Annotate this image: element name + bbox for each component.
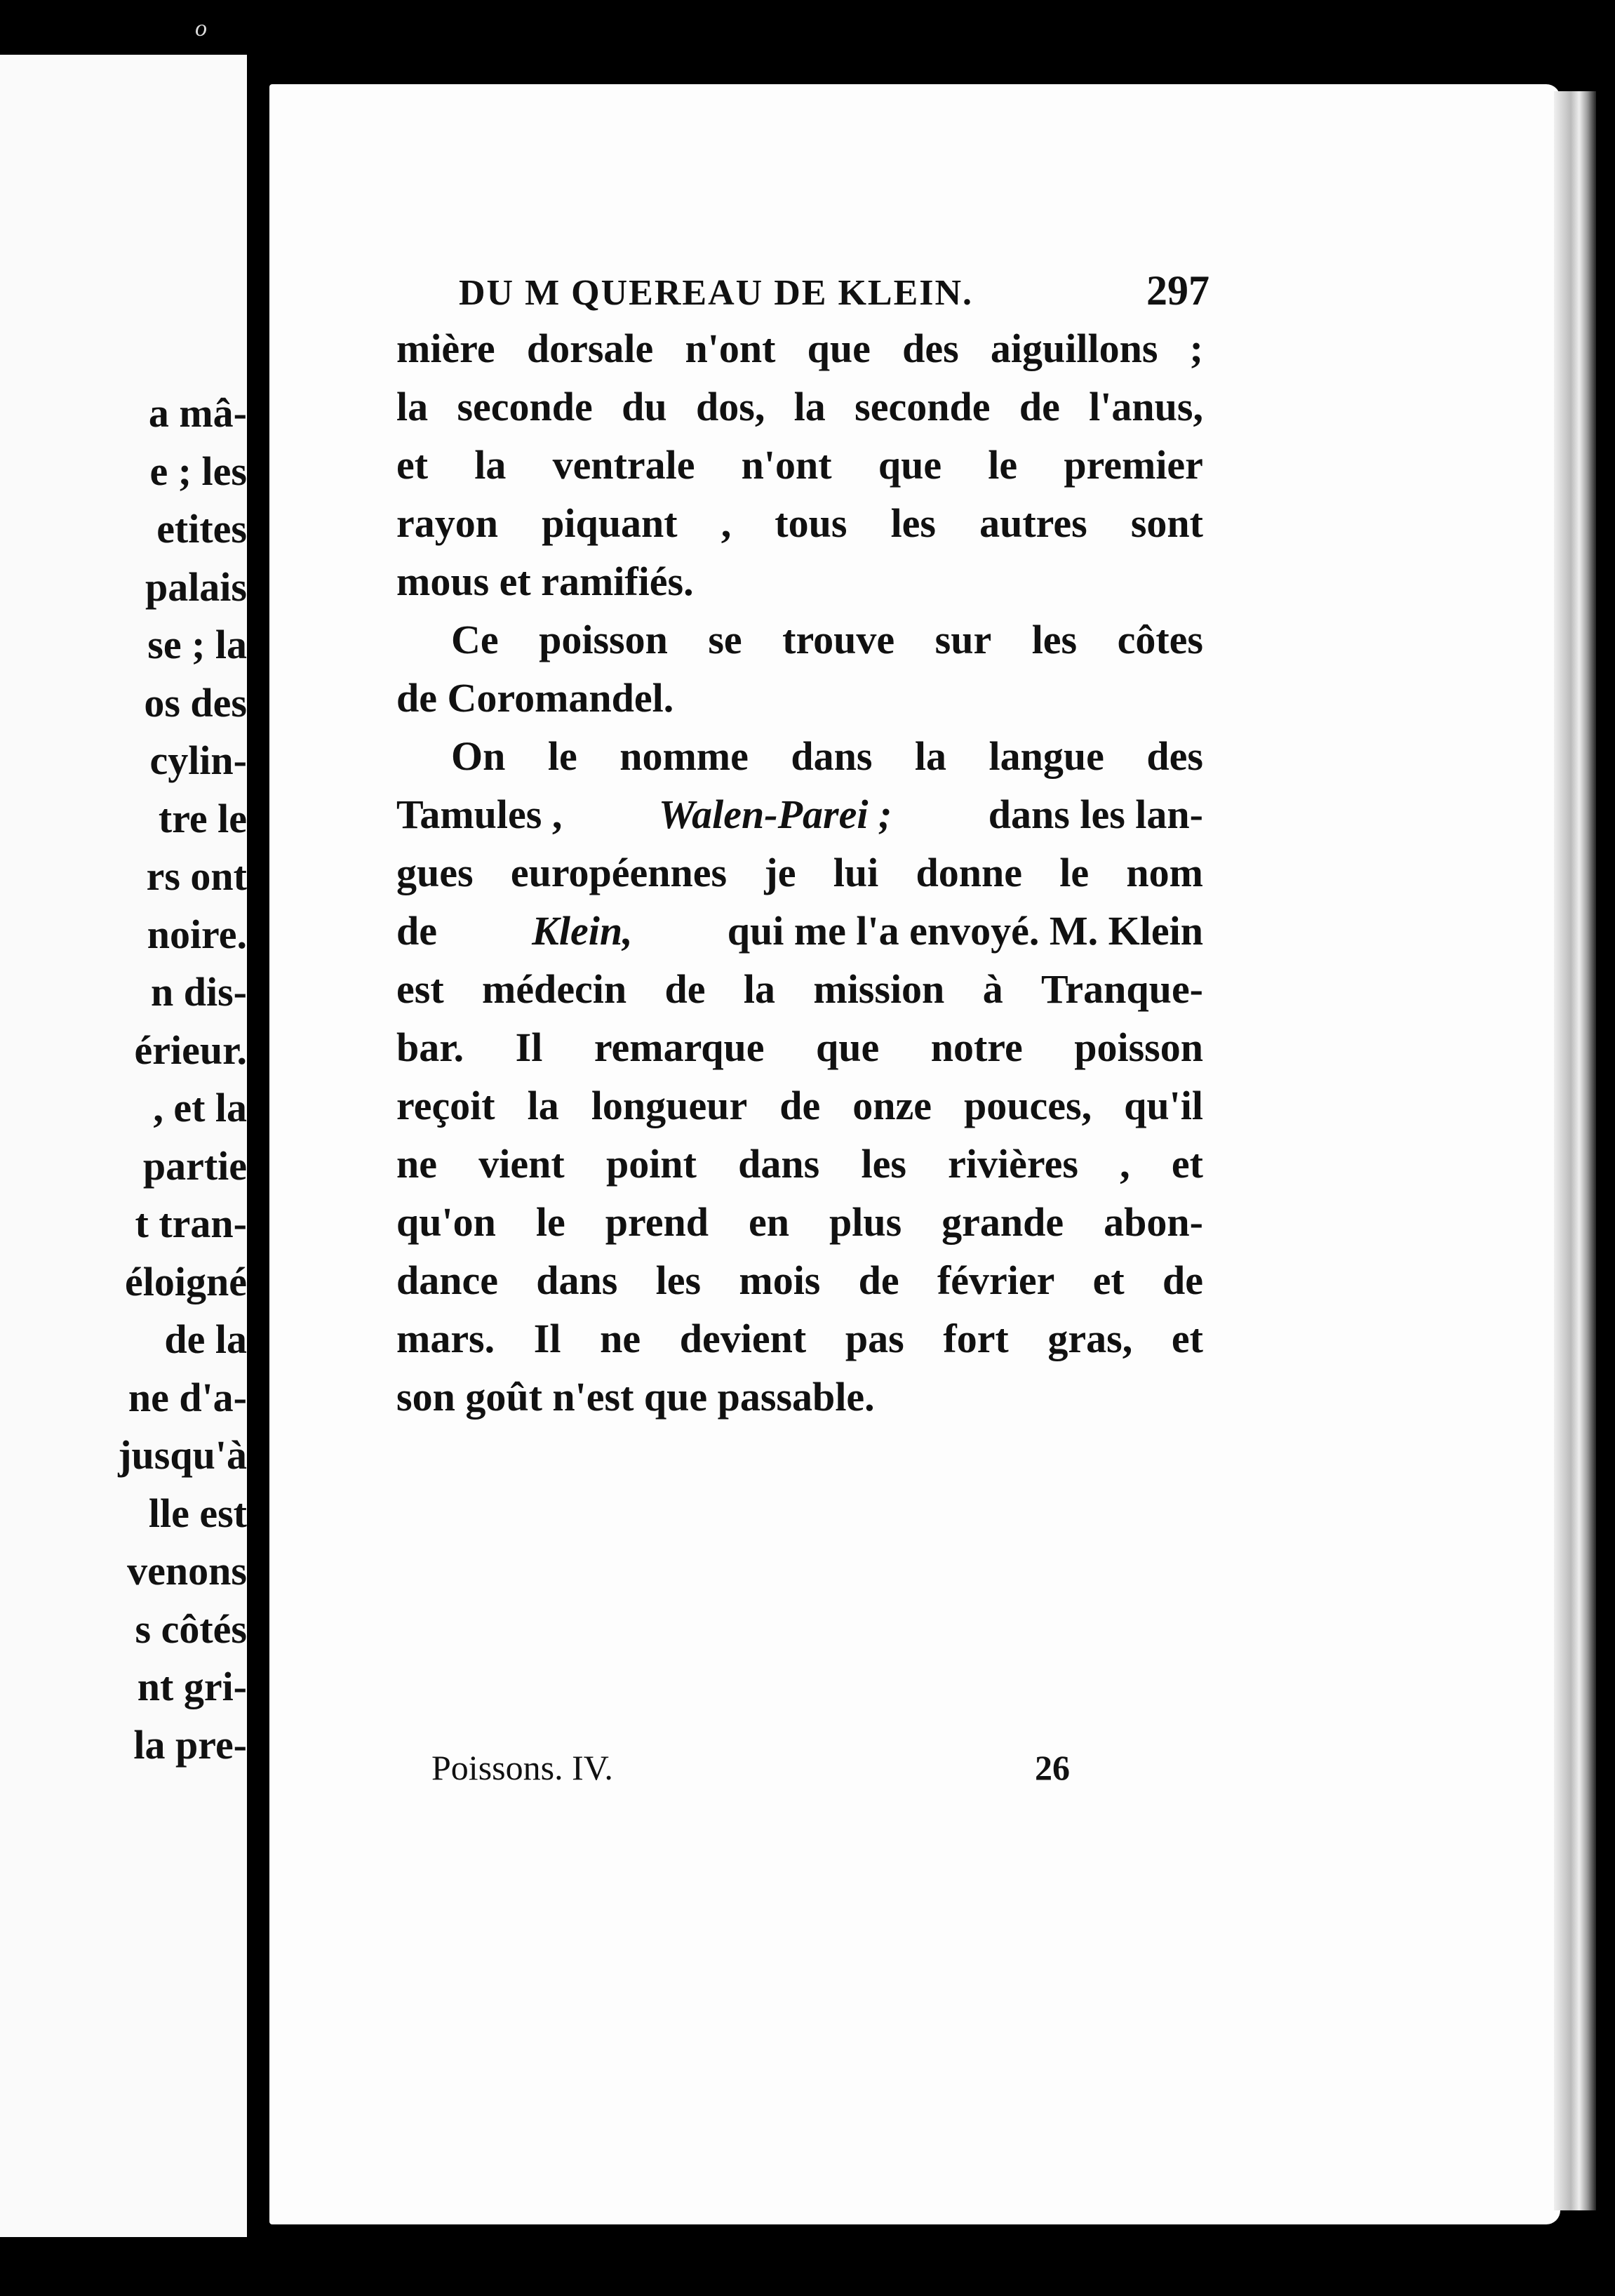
word: de	[858, 1257, 899, 1303]
left-text-line: la pre-	[133, 1721, 247, 1768]
page-edge	[1554, 91, 1596, 2210]
word: tous	[775, 500, 847, 546]
word: que	[807, 326, 871, 371]
word: pouces,	[964, 1083, 1092, 1128]
text-fragment: Tamules ,	[396, 792, 563, 837]
word: longueur	[591, 1083, 748, 1128]
left-text-line: s côtés	[135, 1606, 247, 1652]
word: les	[655, 1257, 702, 1303]
left-text-line: lle est	[148, 1490, 247, 1536]
word: mars.	[396, 1316, 495, 1361]
left-text-line: érieur.	[134, 1027, 247, 1073]
text-line	[396, 1193, 1203, 1251]
text-line	[396, 1076, 1203, 1135]
word: prend	[605, 1199, 709, 1245]
word: la	[914, 733, 947, 779]
running-head-title: DU M QUEREAU DE KLEIN.	[459, 273, 974, 313]
page-number: 297	[1146, 267, 1209, 314]
word: piquant	[542, 500, 678, 546]
left-text-line: e ; les	[149, 448, 247, 494]
word: mière	[396, 326, 495, 371]
signature-title: Poissons. IV.	[431, 1748, 613, 1787]
word: des	[902, 326, 959, 371]
left-text-line: venons	[127, 1548, 247, 1594]
text-line	[396, 1309, 1203, 1368]
word: je	[764, 850, 796, 895]
word: les	[890, 500, 936, 546]
word: pas	[845, 1316, 904, 1361]
word: l'anus,	[1089, 384, 1203, 429]
word: ,	[1120, 1141, 1130, 1187]
word: et	[396, 442, 429, 488]
word: poisson	[539, 617, 668, 662]
text-line	[396, 960, 1203, 1018]
text-fragment: qui me l'a envoyé. M. Klein	[727, 908, 1203, 954]
word: onze	[852, 1083, 932, 1128]
word: les	[1031, 617, 1078, 662]
word: la	[396, 384, 429, 429]
word: dance	[396, 1257, 498, 1303]
word: n'ont	[741, 442, 832, 488]
text-line	[396, 436, 1203, 494]
left-text-line: n dis-	[150, 969, 247, 1015]
word: dans	[738, 1141, 820, 1187]
word: langue	[989, 733, 1104, 779]
word: dorsale	[526, 326, 654, 371]
word: premier	[1064, 442, 1203, 488]
word: de	[1162, 1257, 1203, 1303]
text-fragment: de	[396, 908, 437, 954]
left-text-line: tre le	[158, 795, 247, 841]
word: bar.	[396, 1024, 464, 1070]
left-text-line: nt gri-	[137, 1664, 247, 1709]
word: grande	[941, 1199, 1064, 1245]
text-line-with-italic	[396, 902, 1203, 960]
running-header	[459, 267, 1209, 315]
word: la	[527, 1083, 559, 1128]
text-line	[396, 494, 1203, 552]
word: du	[622, 384, 667, 429]
text-line	[396, 610, 1203, 669]
word: seconde	[855, 384, 991, 429]
word: point	[605, 1141, 697, 1187]
word: notre	[930, 1024, 1023, 1070]
word: est	[396, 966, 444, 1012]
text-line: de Coromandel.	[396, 675, 674, 721]
left-text-line: etites	[156, 506, 247, 552]
word: mission	[813, 966, 945, 1012]
word: gues	[396, 850, 474, 895]
word: devient	[679, 1316, 807, 1361]
left-text-line: noire.	[147, 911, 247, 957]
word: de	[1019, 384, 1060, 429]
text-line-with-italic	[396, 785, 1203, 843]
left-text-line: se ; la	[147, 622, 247, 667]
word: Il	[533, 1316, 561, 1361]
italic-name: Walen-Parei ;	[658, 792, 892, 837]
word: ne	[396, 1141, 437, 1187]
left-text-line: jusqu'à	[118, 1432, 247, 1478]
word: lui	[833, 850, 879, 895]
word: européennes	[510, 850, 728, 895]
word: n'ont	[685, 326, 776, 371]
word: sont	[1130, 500, 1203, 546]
left-text-line: partie	[142, 1142, 247, 1189]
word: dans	[791, 733, 873, 779]
word: remarque	[594, 1024, 765, 1070]
left-text-line: , et la	[153, 1085, 247, 1130]
left-text-line: ne d'a-	[128, 1374, 247, 1420]
text-line	[396, 1135, 1203, 1193]
word: plus	[829, 1199, 902, 1245]
text-line: son goût n'est que passable.	[396, 1374, 875, 1420]
word: le	[535, 1199, 565, 1245]
word: vient	[478, 1141, 565, 1187]
word: médecin	[482, 966, 627, 1012]
word: sur	[934, 617, 992, 662]
word: la	[474, 442, 507, 488]
text-line: mous et ramifiés.	[396, 559, 694, 604]
text-line	[396, 1251, 1203, 1309]
word: la	[793, 384, 826, 429]
text-line	[396, 1018, 1203, 1076]
gutter-mark: o	[195, 15, 207, 41]
word: rivières	[948, 1141, 1078, 1187]
word: Tranque-	[1041, 966, 1203, 1012]
left-text-line: rs ont	[146, 853, 247, 899]
left-text-line: éloigné	[125, 1258, 247, 1304]
left-page-text	[118, 385, 247, 1774]
left-page-fragment	[0, 55, 247, 2237]
word: ventrale	[552, 442, 695, 488]
word: dos,	[696, 384, 765, 429]
word: autres	[979, 500, 1087, 546]
word: qu'on	[396, 1199, 496, 1245]
text-line	[396, 843, 1203, 902]
word: ;	[1189, 326, 1203, 371]
left-text-line: t tran-	[135, 1201, 247, 1246]
word: nomme	[619, 733, 749, 779]
word: donne	[916, 850, 1022, 895]
word: poisson	[1074, 1024, 1203, 1070]
word: dans	[536, 1257, 618, 1303]
word: se	[708, 617, 742, 662]
text-line	[396, 378, 1203, 436]
text-line	[396, 319, 1203, 378]
word: abon-	[1104, 1199, 1203, 1245]
word: le	[547, 733, 577, 779]
left-text-line: a mâ-	[148, 390, 247, 436]
left-text-line: palais	[145, 563, 247, 610]
word: des	[1146, 733, 1203, 779]
word: en	[748, 1199, 789, 1245]
text-fragment: dans les lan-	[988, 792, 1203, 837]
word: Ce	[451, 617, 499, 662]
word: de	[664, 966, 706, 1012]
page-footer	[431, 1747, 1070, 1788]
word: On	[451, 733, 506, 779]
word: fort	[943, 1316, 1009, 1361]
word: ,	[721, 500, 732, 546]
word: reçoit	[396, 1083, 495, 1128]
word: qu'il	[1124, 1083, 1203, 1128]
word: Il	[515, 1024, 543, 1070]
word: et	[1171, 1316, 1203, 1361]
word: rayon	[396, 500, 498, 546]
left-text-line: os des	[144, 679, 247, 726]
word: le	[988, 442, 1018, 488]
word: que	[878, 442, 942, 488]
word: que	[816, 1024, 880, 1070]
left-text-line: de la	[164, 1316, 247, 1362]
word: gras,	[1047, 1316, 1133, 1361]
word: la	[743, 966, 776, 1012]
word: février	[937, 1257, 1055, 1303]
word: à	[982, 966, 1003, 1012]
word: trouve	[782, 617, 895, 662]
word: seconde	[457, 384, 593, 429]
word: côtes	[1117, 617, 1203, 662]
word: nom	[1126, 850, 1203, 895]
word: aiguillons	[990, 326, 1158, 371]
italic-name: Klein,	[532, 908, 633, 954]
word: le	[1059, 850, 1090, 895]
word: mois	[739, 1257, 821, 1303]
text-line	[396, 727, 1203, 785]
word: ne	[600, 1316, 641, 1361]
word: et	[1171, 1141, 1203, 1187]
main-text-block	[396, 319, 1203, 1426]
book-gutter	[247, 42, 269, 2274]
word: de	[779, 1083, 821, 1128]
left-text-line: cylin-	[149, 737, 247, 783]
word: les	[861, 1141, 906, 1187]
word: et	[1092, 1257, 1125, 1303]
signature-mark: 26	[1035, 1748, 1070, 1787]
